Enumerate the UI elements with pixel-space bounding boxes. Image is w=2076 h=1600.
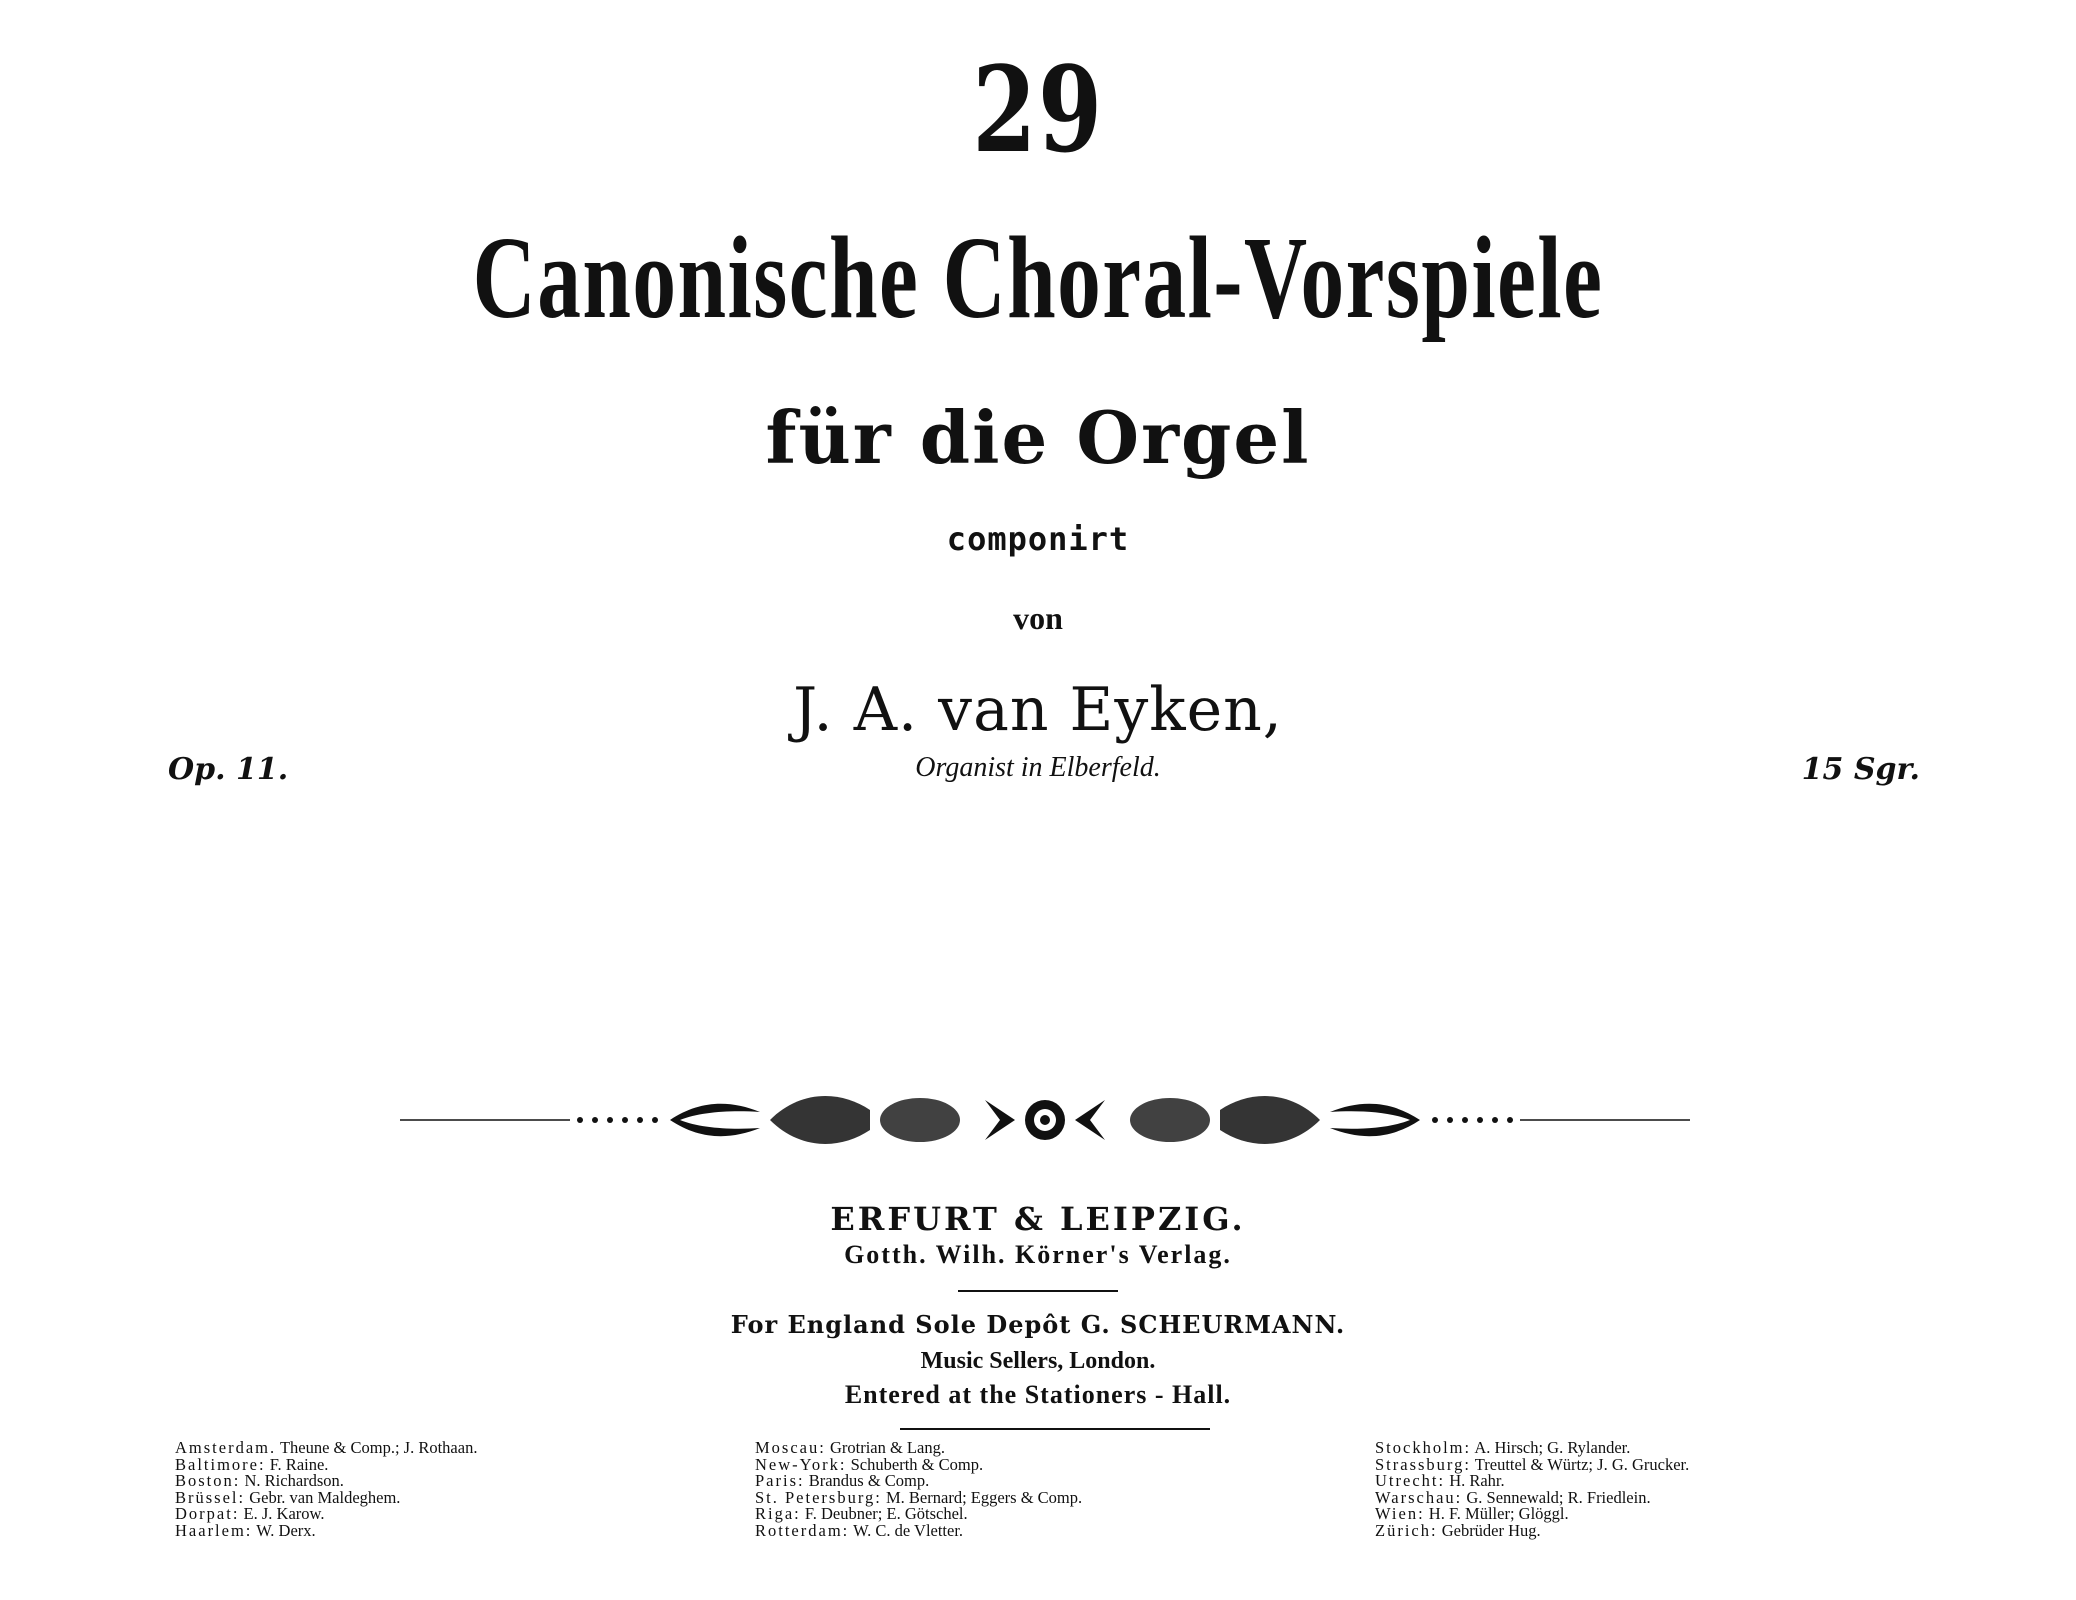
agents-column-3 [1375,1440,1689,1539]
agent-entry: Haarlem: W. Derx. [175,1520,316,1540]
divider [958,1290,1118,1292]
agents-column-2 [755,1440,1082,1539]
agent-entry: Zürich: Gebrüder Hug. [1375,1520,1541,1540]
agent-entry: Wien: H. F. Müller; Glöggl. [1375,1504,1569,1523]
opus-number: Op. 11. [168,752,289,787]
england-depot: For England Sole Depôt G. SCHEURMANN. [730,1310,1346,1339]
agents-column-1 [175,1440,477,1539]
agent-entry: Moscau: Grotrian & Lang. [755,1438,945,1457]
composer-position: Organist in Elberfeld. [915,752,1161,783]
von-label: von [1013,600,1063,636]
entered-note: Entered at the Stationers - Hall. [844,1380,1232,1409]
agent-entry: St. Petersburg: M. Bernard; Eggers & Comp. [755,1487,1083,1507]
price: 15 Sgr. [1801,752,1920,787]
agent-entry: Amsterdam. Theune & Comp.; J. Rothaan. [175,1438,478,1457]
agent-entry: Utrecht: H. Rahr. [1375,1471,1505,1490]
agent-entry: Stockholm: A. Hirsch; G. Rylander. [1375,1438,1631,1457]
subtitle: für die Orgel [765,395,1311,480]
componirt-label: componirt [946,520,1130,558]
agent-entry: Strassburg: Treuttel & Würtz; J. G. Grucker. [1375,1454,1690,1474]
agent-entry: Brüssel: Gebr. van Maldeghem. [175,1487,401,1507]
agent-entry: Rotterdam: W. C. de Vletter. [755,1520,964,1540]
agent-entry: Warschau: G. Sennewald; R. Friedlein. [1375,1487,1651,1507]
publisher-name: Gotth. Wilh. Körner's Verlag. [844,1240,1232,1269]
agent-entry: Boston: N. Richardson. [175,1471,344,1490]
page-title: Canonische Choral-Vorspiele [472,212,1604,343]
agent-entry: Dorpat: E. J. Karow. [175,1504,325,1523]
composer-name: J. A. van Eyken, [793,675,1283,745]
divider [900,1428,1210,1430]
opus-count: 29 [972,40,1104,179]
music-sellers: Music Sellers, London. [920,1348,1156,1374]
agent-entry: Baltimore: F. Raine. [175,1454,329,1474]
agent-entry: New-York: Schuberth & Comp. [755,1454,984,1474]
floral-ornament [400,1080,1690,1160]
publisher-city: ERFURT & LEIPZIG. [830,1200,1246,1238]
agent-entry: Paris: Brandus & Comp. [755,1471,930,1490]
agent-entry: Riga: F. Deubner; E. Götschel. [755,1504,968,1523]
